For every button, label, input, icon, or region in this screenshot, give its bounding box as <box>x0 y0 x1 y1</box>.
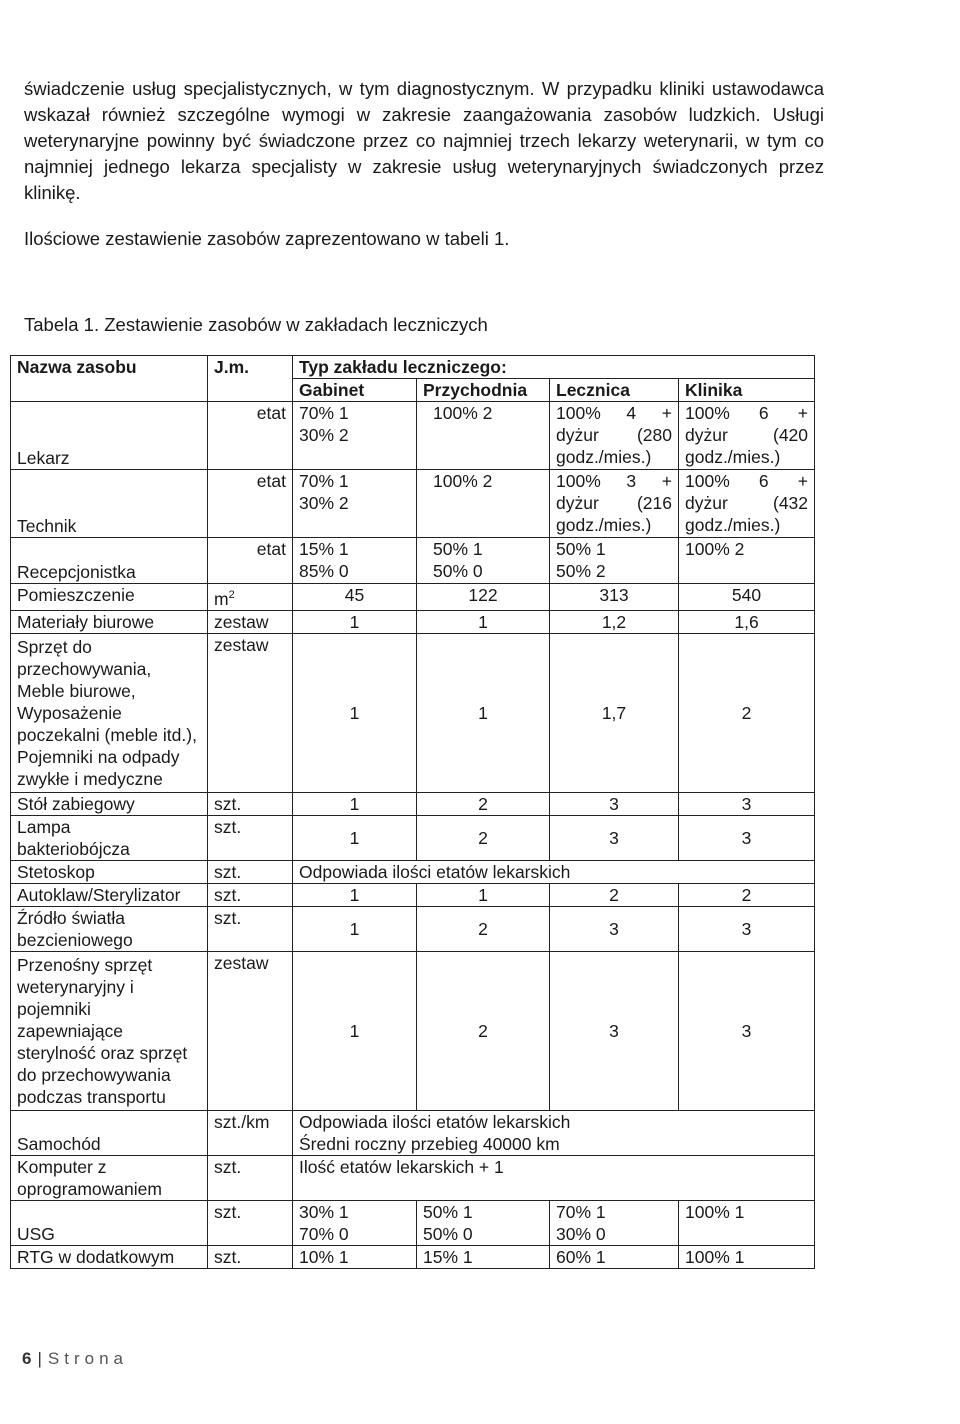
header-name: Nazwa zasobu <box>11 356 208 402</box>
body-paragraph: świadczenie usług specjalistycznych, w tym diagnostycznym. W przypadku kliniki ustawodawca wskazał również szczególne wymogi w zakresie zaangażowania zasobów ludzkich. Usługi weterynaryjne powinny być świadczone przez co najmniej trzech lekarzy weterynarii, w tym co najmniej jednego lekarza specjalisty w zakresie usług weterynaryjnych świadczonych przez klinikę. <box>24 78 824 203</box>
table-row <box>11 1200 815 1245</box>
row-unit: zestaw <box>208 610 293 633</box>
header-przychodnia: Przychodnia <box>417 379 550 402</box>
cell-note: Odpowiada ilości etatów lekarskich <box>293 860 815 883</box>
cell-klinika: 540 <box>679 584 815 611</box>
header-unit: J.m. <box>208 356 293 402</box>
row-unit: szt. <box>208 860 293 883</box>
cell-lecznica: 100% 4 + dyżur (280 godz./mies.) <box>550 402 679 470</box>
row-unit: szt. <box>208 1200 293 1245</box>
cell-lecznica: 313 <box>550 584 679 611</box>
header-type: Typ zakładu leczniczego: <box>293 356 815 379</box>
cell-przychodnia: 1 <box>417 610 550 633</box>
cell-lecznica: 1,2 <box>550 610 679 633</box>
table-row <box>11 1155 815 1200</box>
table-caption: Tabela 1. Zestawienie zasobów w zakładach leczniczych <box>24 314 488 335</box>
cell-gabinet: 1 <box>293 815 417 860</box>
row-name: Źródło światła bezcieniowego <box>11 906 208 951</box>
table-row <box>11 792 815 815</box>
cell-przychodnia: 50% 1 50% 0 <box>417 1200 550 1245</box>
cell-lecznica: 3 <box>550 815 679 860</box>
row-unit: szt. <box>208 883 293 906</box>
table-row <box>11 633 815 792</box>
cell-note: Odpowiada ilości etatów lekarskich Średni roczny przebieg 40000 km <box>293 1110 815 1155</box>
row-name: Stetoskop <box>11 860 208 883</box>
row-unit: szt. <box>208 1155 293 1200</box>
footer-separator: | <box>37 1349 42 1368</box>
cell-przychodnia: 1 <box>417 633 550 792</box>
table-row <box>11 1245 815 1268</box>
header-klinika: Klinika <box>679 379 815 402</box>
table-row <box>11 584 815 611</box>
cell-przychodnia: 100% 2 <box>417 402 550 470</box>
cell-przychodnia: 1 <box>417 883 550 906</box>
table-row <box>11 538 815 584</box>
cell-przychodnia: 2 <box>417 815 550 860</box>
cell-przychodnia: 2 <box>417 951 550 1110</box>
cell-lecznica: 3 <box>550 906 679 951</box>
cell-lecznica: 50% 1 50% 2 <box>550 538 679 584</box>
cell-gabinet: 15% 1 85% 0 <box>293 538 417 584</box>
row-unit: szt. <box>208 1245 293 1268</box>
cell-gabinet: 10% 1 <box>293 1245 417 1268</box>
table-row <box>11 951 815 1110</box>
cell-klinika: 3 <box>679 951 815 1110</box>
cell-przychodnia: 100% 2 <box>417 470 550 538</box>
cell-note: Ilość etatów lekarskich + 1 <box>293 1155 815 1200</box>
table-row <box>11 402 815 470</box>
row-name: USG <box>11 1200 208 1245</box>
table-row <box>11 1110 815 1155</box>
row-unit: szt. <box>208 815 293 860</box>
row-unit: zestaw <box>208 951 293 1110</box>
row-unit: etat <box>208 402 293 470</box>
resources-table <box>10 355 815 1269</box>
row-unit: szt./km <box>208 1110 293 1155</box>
cell-klinika: 2 <box>679 883 815 906</box>
row-name: Samochód <box>11 1110 208 1155</box>
cell-przychodnia: 122 <box>417 584 550 611</box>
cell-lecznica: 60% 1 <box>550 1245 679 1268</box>
table-row <box>11 610 815 633</box>
cell-lecznica: 100% 3 + dyżur (216 godz./mies.) <box>550 470 679 538</box>
row-name: Technik <box>11 470 208 538</box>
cell-gabinet: 1 <box>293 792 417 815</box>
row-name: RTG w dodatkowym <box>11 1245 208 1268</box>
row-name: Lampa bakteriobójcza <box>11 815 208 860</box>
page-number: 6 <box>22 1349 32 1368</box>
row-unit: $m^2$ <box>208 584 293 611</box>
table-row <box>11 470 815 538</box>
header-lecznica: Lecznica <box>550 379 679 402</box>
row-unit: zestaw <box>208 633 293 792</box>
cell-gabinet: 1 <box>293 951 417 1110</box>
cell-klinika: 100% 6 + dyżur (432 godz./mies.) <box>679 470 815 538</box>
cell-klinika: 3 <box>679 815 815 860</box>
footer-word: Strona <box>47 1349 128 1368</box>
row-name: Pomieszczenie <box>11 584 208 611</box>
cell-klinika: 100% 1 <box>679 1200 815 1245</box>
cell-lecznica: 2 <box>550 883 679 906</box>
row-name: Autoklaw/Sterylizator <box>11 883 208 906</box>
cell-gabinet: 1 <box>293 883 417 906</box>
row-name: Materiały biurowe <box>11 610 208 633</box>
header-gabinet: Gabinet <box>293 379 417 402</box>
row-name: Przenośny sprzęt weterynaryjny i pojemniki zapewniające sterylność oraz sprzęt do przechowywania podczas transportu <box>11 951 208 1110</box>
row-unit: szt. <box>208 906 293 951</box>
table-row <box>11 883 815 906</box>
intro-sentence: Ilościowe zestawienie zasobów zaprezentowano w tabeli 1. <box>24 228 510 249</box>
cell-klinika: 100% 6 + dyżur (420 godz./mies.) <box>679 402 815 470</box>
cell-gabinet: 45 <box>293 584 417 611</box>
cell-lecznica: 3 <box>550 792 679 815</box>
cell-klinika: 3 <box>679 792 815 815</box>
cell-gabinet: 1 <box>293 610 417 633</box>
page-footer <box>22 1348 128 1370</box>
row-unit: etat <box>208 470 293 538</box>
row-name: Komputer z oprogramowaniem <box>11 1155 208 1200</box>
cell-klinika: 3 <box>679 906 815 951</box>
cell-gabinet: 1 <box>293 906 417 951</box>
row-unit: szt. <box>208 792 293 815</box>
cell-lecznica: 3 <box>550 951 679 1110</box>
table-row <box>11 906 815 951</box>
row-name: Stół zabiegowy <box>11 792 208 815</box>
cell-przychodnia: 2 <box>417 792 550 815</box>
cell-klinika: 100% 2 <box>679 538 815 584</box>
table-row <box>11 860 815 883</box>
row-name: Lekarz <box>11 402 208 470</box>
row-unit: etat <box>208 538 293 584</box>
row-name: Recepcjonistka <box>11 538 208 584</box>
cell-lecznica: 70% 1 30% 0 <box>550 1200 679 1245</box>
cell-gabinet: 1 <box>293 633 417 792</box>
table-header-row <box>11 356 815 379</box>
row-name: Sprzęt do przechowywania, Meble biurowe, Wyposażenie poczekalni (meble itd.), Pojemniki na odpady zwykłe i medyczne <box>11 633 208 792</box>
cell-klinika: 100% 1 <box>679 1245 815 1268</box>
cell-gabinet: 70% 1 30% 2 <box>293 470 417 538</box>
cell-przychodnia: 15% 1 <box>417 1245 550 1268</box>
cell-lecznica: 1,7 <box>550 633 679 792</box>
table-row <box>11 815 815 860</box>
cell-klinika: 1,6 <box>679 610 815 633</box>
cell-klinika: 2 <box>679 633 815 792</box>
cell-przychodnia: 50% 1 50% 0 <box>417 538 550 584</box>
cell-gabinet: 30% 1 70% 0 <box>293 1200 417 1245</box>
cell-gabinet: 70% 1 30% 2 <box>293 402 417 470</box>
cell-przychodnia: 2 <box>417 906 550 951</box>
